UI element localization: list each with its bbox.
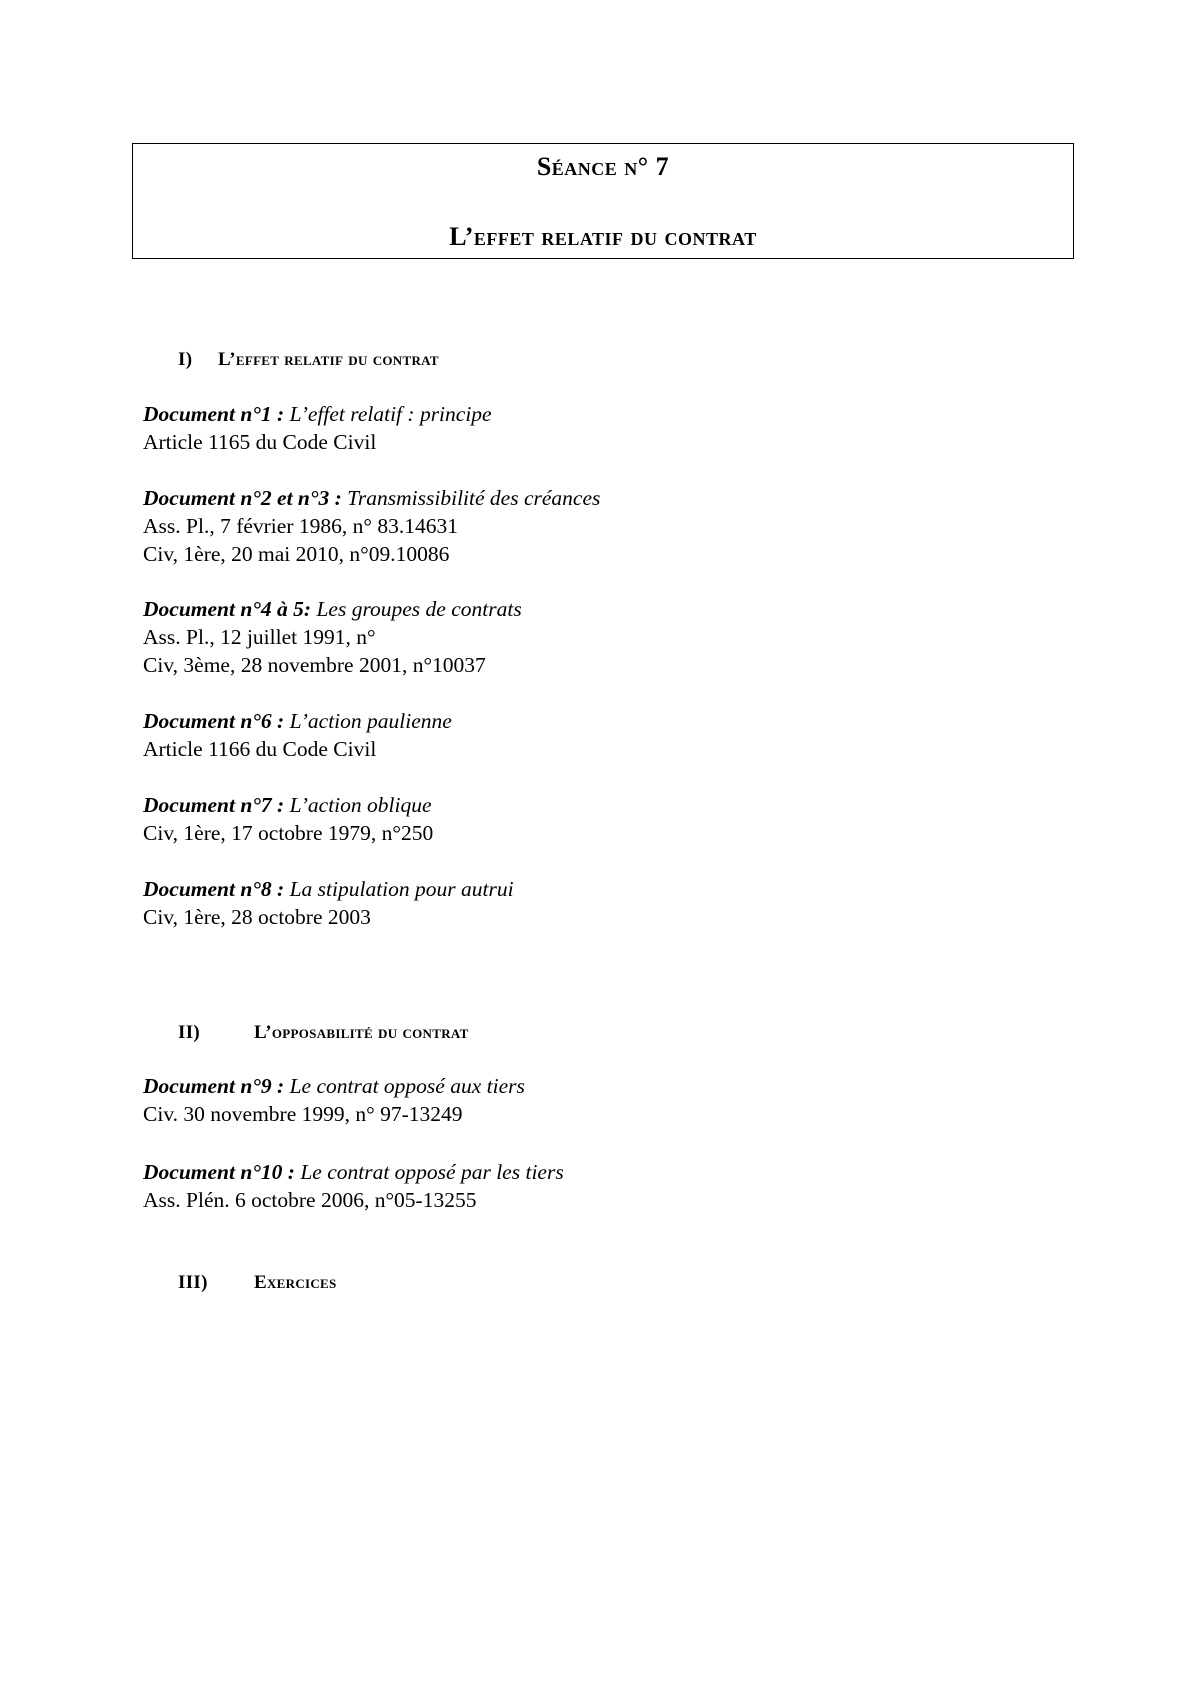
document-topic: Le contrat opposé aux tiers	[289, 1074, 525, 1098]
section-3-heading	[178, 1272, 337, 1294]
document-reference: Civ, 3ème, 28 novembre 2001, n°10037	[143, 653, 486, 677]
document-reference: Ass. Pl., 12 juillet 1991, n°	[143, 625, 376, 649]
section-3-number: III)	[178, 1272, 208, 1293]
document-7	[143, 791, 433, 847]
document-label: Document n°1 :	[143, 402, 285, 426]
document-reference: Article 1166 du Code Civil	[143, 737, 377, 761]
document-reference: Article 1165 du Code Civil	[143, 430, 377, 454]
document-label: Document n°8 :	[143, 877, 285, 901]
section-1-heading	[178, 349, 439, 371]
document-label: Document n°9 :	[143, 1074, 285, 1098]
title-box	[132, 143, 1074, 259]
document-reference: Civ, 1ère, 28 octobre 2003	[143, 905, 371, 929]
session-subtitle: L’effet relatif du contrat	[449, 222, 757, 251]
section-2-heading	[178, 1022, 469, 1044]
document-topic: Les groupes de contrats	[316, 597, 522, 621]
section-1-title: L’effet relatif du contrat	[218, 349, 439, 370]
document-label: Document n°7 :	[143, 793, 285, 817]
document-reference: Civ, 1ère, 17 octobre 1979, n°250	[143, 821, 434, 845]
document-topic: L’action paulienne	[289, 709, 452, 733]
document-topic: Le contrat opposé par les tiers	[300, 1160, 564, 1184]
document-9	[143, 1072, 525, 1128]
document-topic: Transmissibilité des créances	[347, 486, 601, 510]
document-1	[143, 400, 492, 456]
section-1-number: I)	[178, 349, 193, 370]
document-topic: L’action oblique	[289, 793, 432, 817]
document-8	[143, 875, 514, 931]
document-2-3	[143, 484, 600, 568]
document-reference: Civ, 1ère, 20 mai 2010, n°09.10086	[143, 542, 450, 566]
document-reference: Civ. 30 novembre 1999, n° 97-13249	[143, 1102, 463, 1126]
section-2-number: II)	[178, 1022, 201, 1043]
document-10	[143, 1158, 564, 1214]
document-6	[143, 707, 452, 763]
document-label: Document n°2 et n°3 :	[143, 486, 342, 510]
session-title: Séance n° 7	[536, 152, 670, 181]
document-label: Document n°10 :	[143, 1160, 295, 1184]
document-4-5	[143, 595, 522, 679]
section-3-title: Exercices	[254, 1272, 337, 1293]
document-label: Document n°4 à 5:	[143, 597, 312, 621]
document-reference: Ass. Plén. 6 octobre 2006, n°05-13255	[143, 1188, 477, 1212]
document-topic: La stipulation pour autrui	[289, 877, 514, 901]
section-2-title: L’opposabilité du contrat	[254, 1022, 469, 1043]
document-label: Document n°6 :	[143, 709, 285, 733]
document-reference: Ass. Pl., 7 février 1986, n° 83.14631	[143, 514, 458, 538]
document-topic: L’effet relatif : principe	[289, 402, 492, 426]
